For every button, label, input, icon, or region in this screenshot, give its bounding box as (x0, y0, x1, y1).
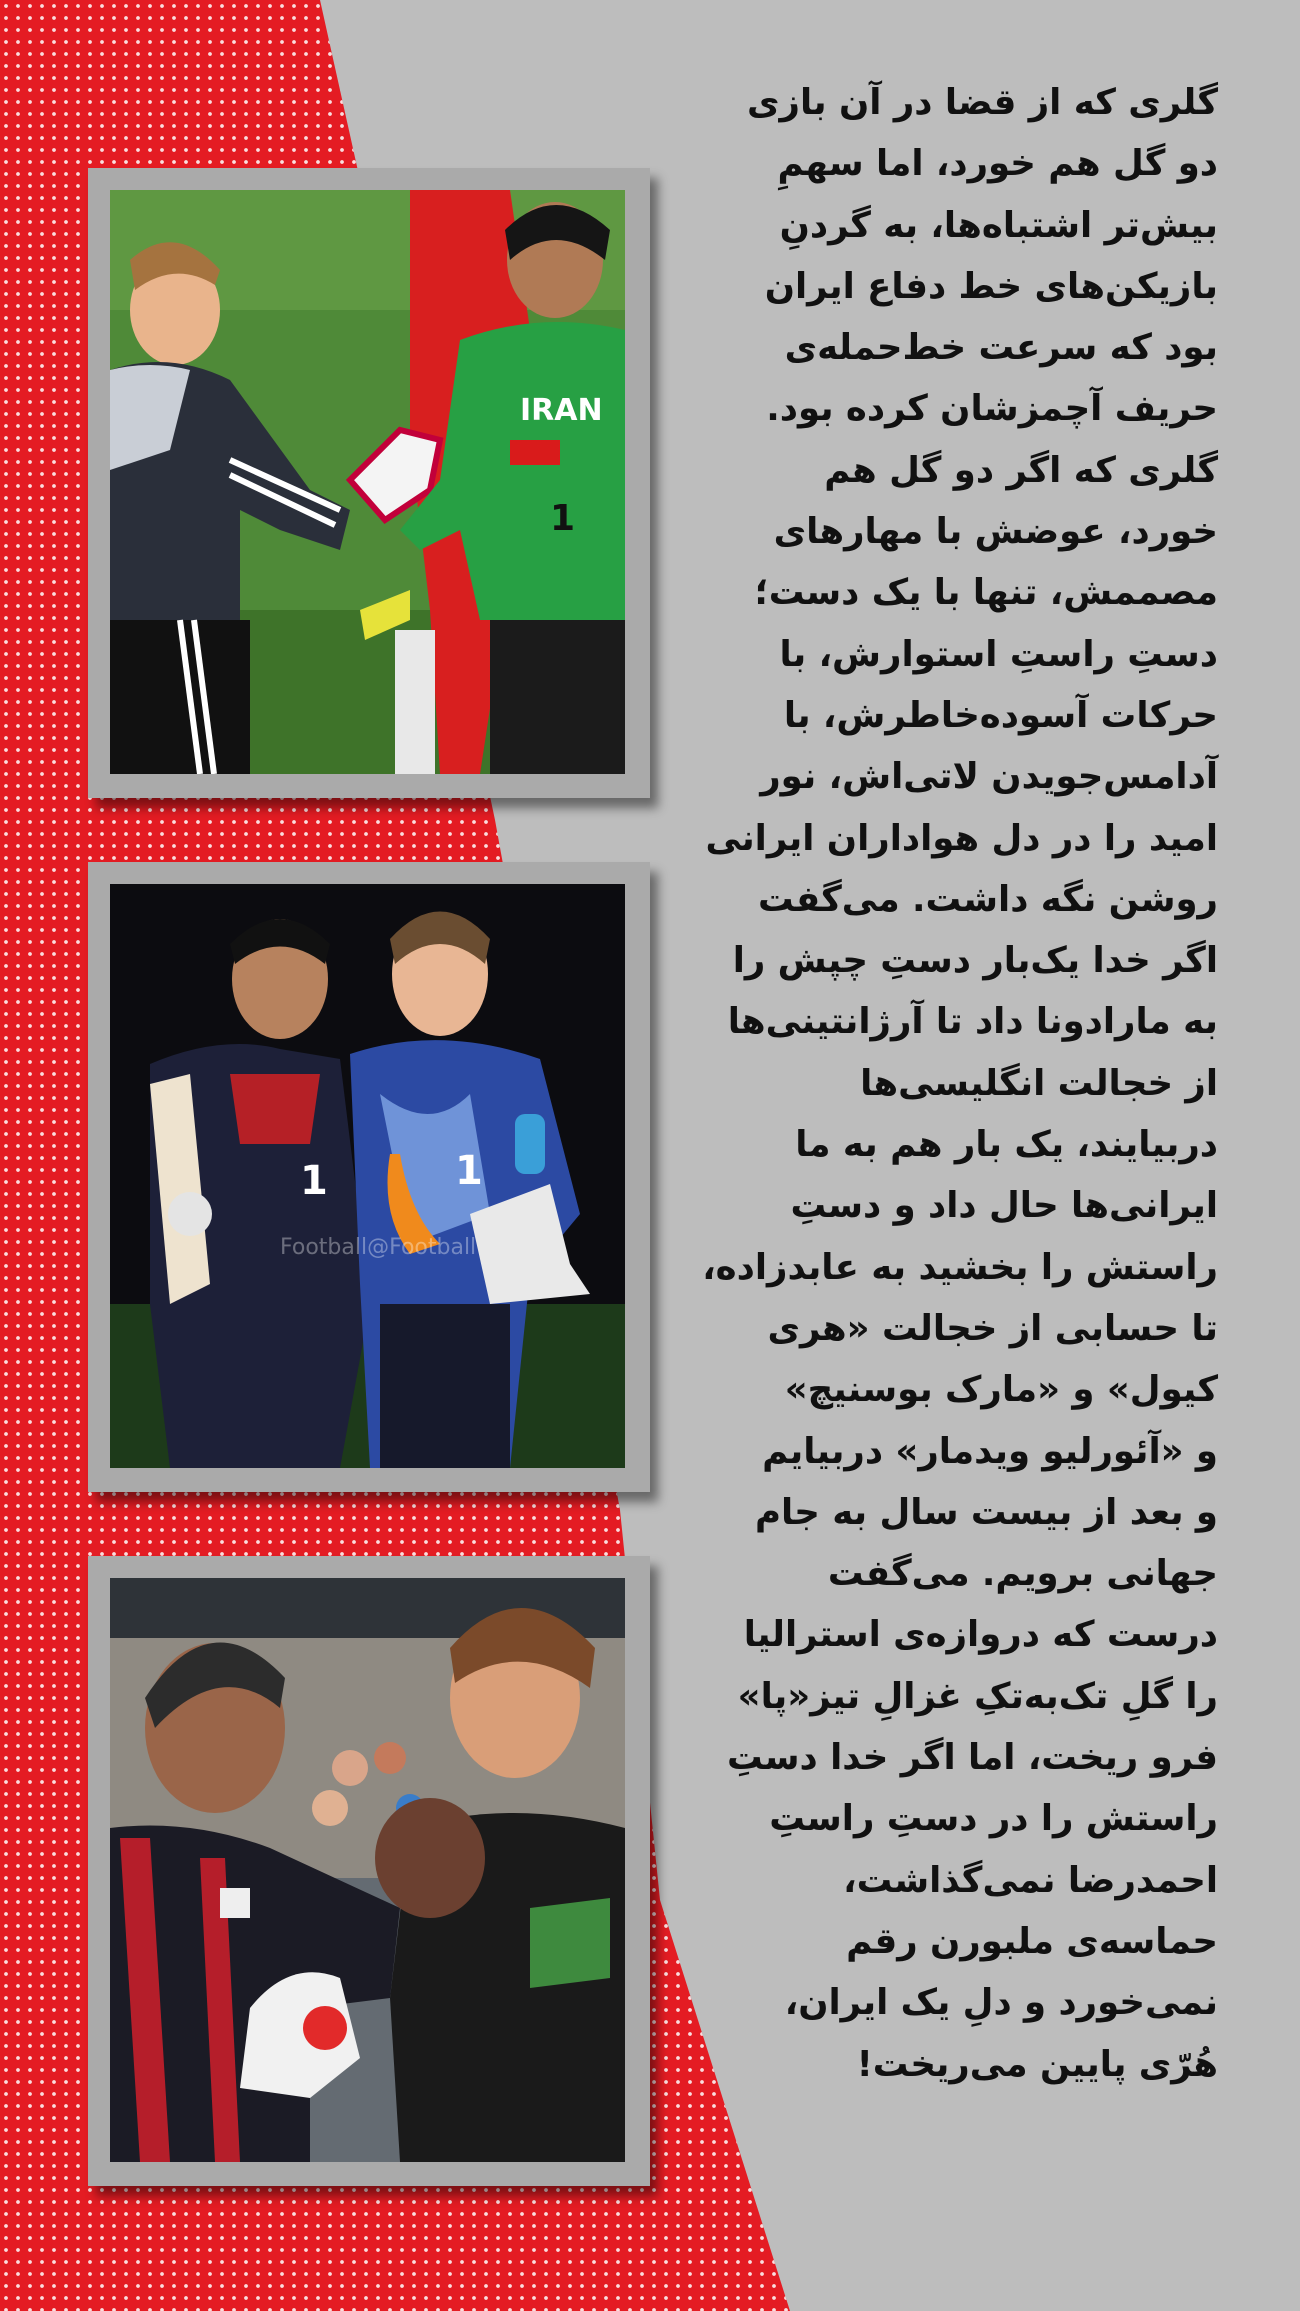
article-line: هُرّی پایین می‌ریخت! (856, 2043, 1218, 2085)
article-line: بیش‌تر اشتباه‌ها، به گردنِ (779, 204, 1218, 246)
article-line: راستش را بخشید به عابدزاده، (702, 1246, 1218, 1288)
photo-frame-3 (88, 1556, 650, 2186)
article-line: دربیایند، یک بار هم به ما (795, 1124, 1218, 1166)
article-line: احمدرضا نمی‌گذاشت، (843, 1859, 1218, 1901)
article-line: ایرانی‌ها حال داد و دستِ (790, 1185, 1218, 1227)
photo-frame-2 (88, 862, 650, 1492)
article-line: روشن نگه داشت. می‌گفت (758, 878, 1218, 920)
article-line: و بعد از بیست سال به جام (754, 1491, 1218, 1533)
article-line: دستِ راستِ استوارش، با (779, 633, 1218, 675)
article-line: نمی‌خورد و دلِ یک ایران، (784, 1982, 1218, 2024)
article-line: بازیکن‌های خط دفاع ایران (764, 265, 1218, 307)
article-line: تا حسابی از خجالت «هری (767, 1307, 1218, 1349)
article-line: به مارادونا داد تا آرژانتینی‌ها (727, 1001, 1218, 1043)
article-line: فرو ریخت، اما اگر خدا دستِ (727, 1737, 1218, 1779)
article-line: گلری که از قضا در آن بازی (747, 82, 1218, 123)
article-line: بود که سرعت خط‌حمله‌ی (784, 327, 1218, 369)
article-line: دو گل هم خورد، اما سهمِ (777, 143, 1218, 185)
photo-veterans-handshake-icon (110, 1578, 625, 2162)
svg-text:1: 1 (550, 498, 576, 539)
article-line: اگر خدا یک‌بار دستِ چپش را (732, 940, 1218, 982)
article-text (658, 72, 1218, 2095)
svg-text:1: 1 (455, 1148, 483, 1194)
article-line: جهانی برویم. می‌گفت (827, 1553, 1218, 1595)
article-line: کیول» و «مارک بوسنیچ» (784, 1369, 1218, 1411)
article-line: حریف آچمزشان کرده بود. (766, 388, 1218, 430)
photo-frame-1 (88, 168, 650, 798)
article-line: گلری که اگر دو گل هم (824, 449, 1218, 491)
shirt-text: IRAN (520, 393, 603, 428)
watermark-text: Football@Football (280, 1235, 477, 1260)
article-line: آدامس‌جویدن لاتی‌اش، نور (760, 756, 1218, 798)
article-line: از خجالت انگلیسی‌ها (860, 1062, 1218, 1104)
article-line: درست که دروازه‌ی استرالیا (743, 1614, 1218, 1656)
article-line: خورد، عوضش با مهارهای (773, 511, 1218, 553)
photo-goalkeepers-pose-icon (110, 884, 625, 1468)
article-line: حرکات آسوده‌خاطرش، با (783, 694, 1218, 736)
article-line: امید را در دل هواداران ایرانی (705, 817, 1218, 859)
svg-text:1: 1 (300, 1158, 328, 1204)
article-line: و «آئورلیو ویدمار» دربیایم (762, 1430, 1218, 1472)
article-line: مصممش، تنها با یک دست؛ (754, 572, 1218, 614)
article-line: حماسه‌ی ملبورن رقم (846, 1920, 1218, 1962)
article-line: را گلِ تک‌به‌تکِ غزالِ تیز«پا» (737, 1675, 1218, 1717)
photo-goalkeepers-handshake-icon (110, 190, 625, 774)
article-line: راستش را در دستِ راستِ (769, 1798, 1218, 1840)
